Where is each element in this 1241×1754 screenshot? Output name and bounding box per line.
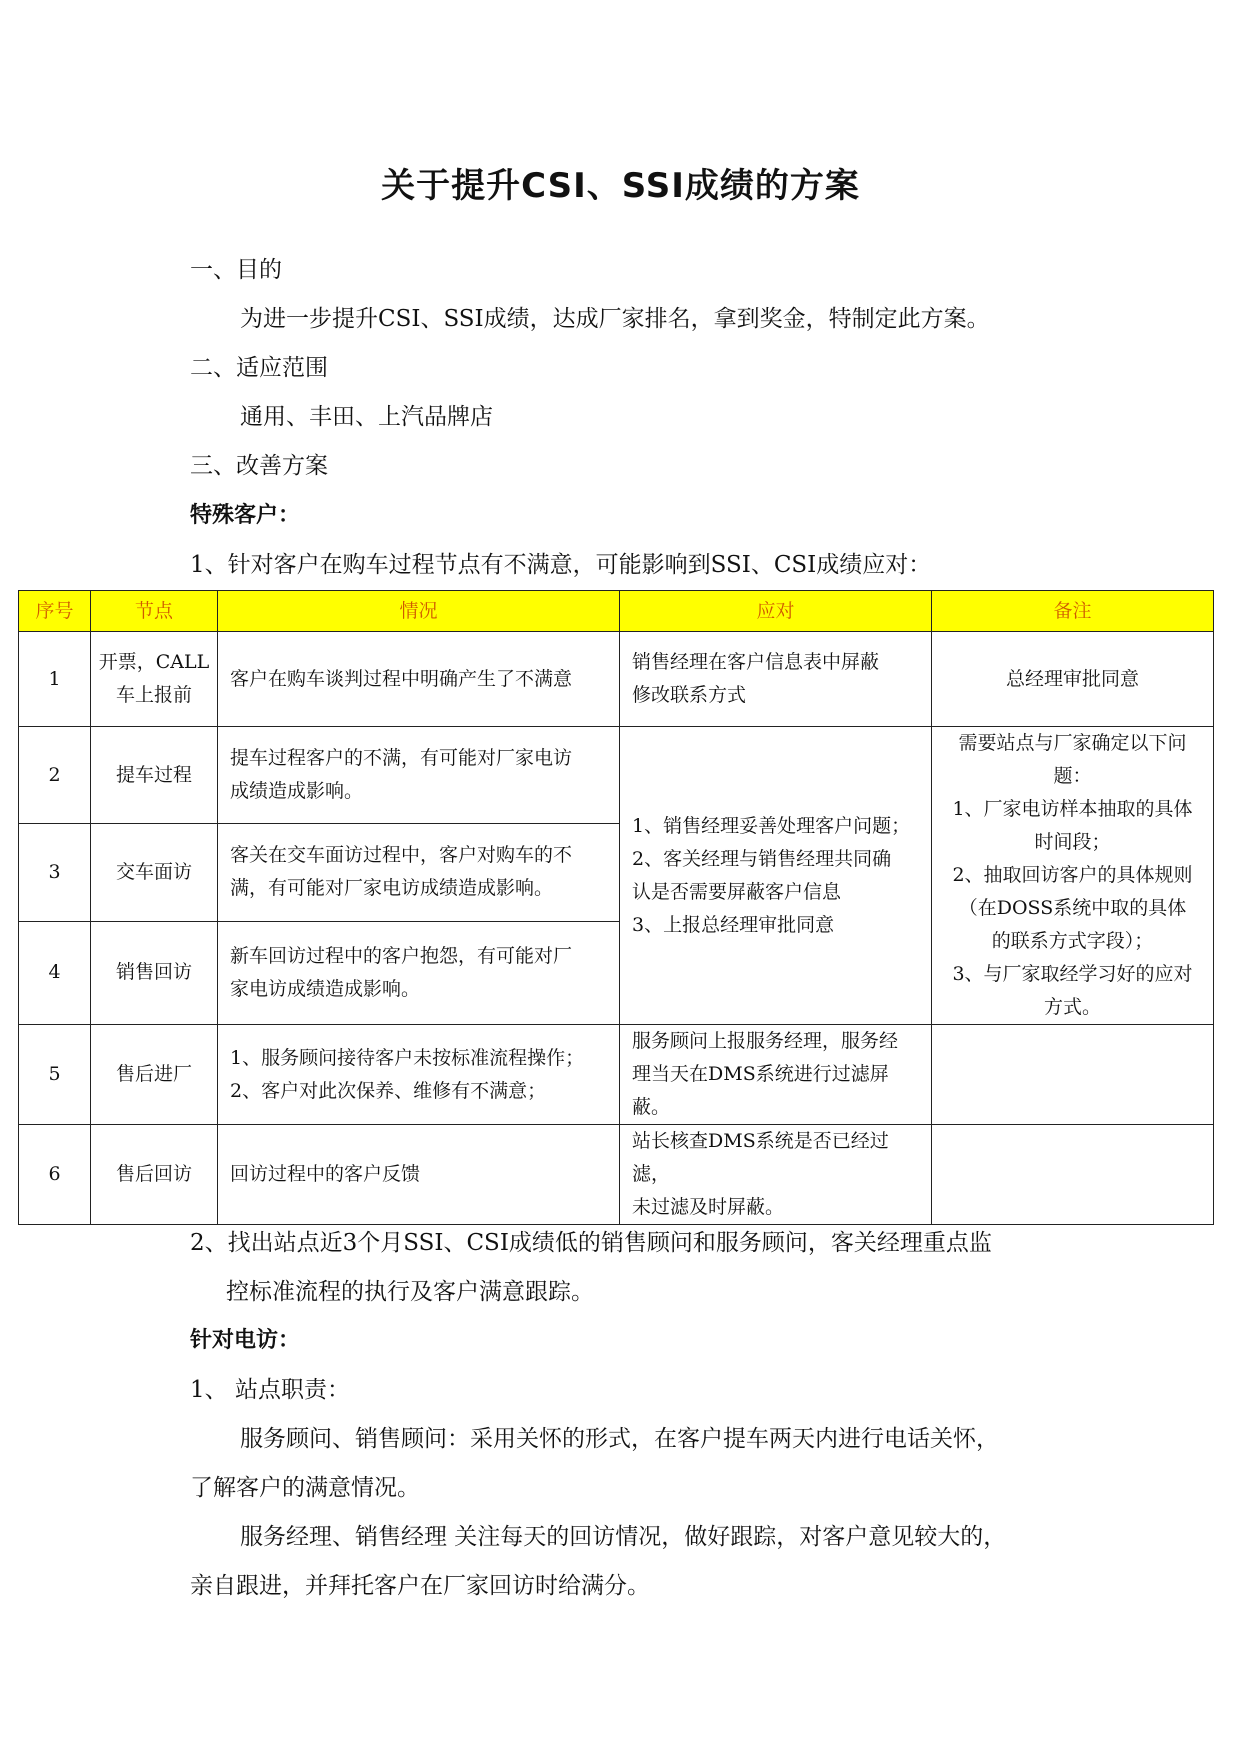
table-row — [19, 1025, 1214, 1125]
table-header-row — [19, 591, 1214, 632]
row-node: 销售回访 — [91, 921, 218, 1024]
row-remark — [932, 1025, 1214, 1125]
section-2-body: 通用、丰田、上汽品牌店 — [240, 404, 493, 430]
special-customers-item-2-line-2: 控标准流程的执行及客户满意跟踪。 — [226, 1279, 594, 1305]
row-remark: 总经理审批同意 — [932, 632, 1214, 727]
phone-visit-para-2-line-1: 服务经理、销售经理 关注每天的回访情况，做好跟踪，对客户意见较大的， — [240, 1524, 1007, 1550]
row-response: 站长核查DMS系统是否已经过滤， 未过滤及时屏蔽。 — [620, 1125, 932, 1225]
merged-response-cell: 1、销售经理妥善处理客户问题； 2、客关经理与销售经理共同确 认是否需要屏蔽客户信息 3、上报总经理审批同意 — [620, 727, 932, 1025]
header-node: 节点 — [91, 591, 218, 632]
row-node: 提车过程 — [91, 727, 218, 824]
row-node: 交车面访 — [91, 824, 218, 921]
special-customers-item-1: 1、针对客户在购车过程节点有不满意，可能影响到SSI、CSI成绩应对： — [190, 552, 932, 578]
row-response: 服务顾问上报服务经理，服务经 理当天在DMS系统进行过滤屏蔽。 — [620, 1025, 932, 1125]
phone-visit-heading: 针对电访： — [190, 1328, 301, 1353]
row-no: 5 — [19, 1025, 91, 1125]
phone-visit-item-1: 1、 站点职责： — [190, 1377, 350, 1403]
phone-visit-para-1-line-2: 了解客户的满意情况。 — [190, 1475, 420, 1501]
phone-visit-para-1-line-1: 服务顾问、销售顾问：采用关怀的形式，在客户提车两天内进行电话关怀， — [240, 1426, 999, 1452]
row-situation: 1、服务顾问接待客户未按标准流程操作； 2、客户对此次保养、维修有不满意； — [218, 1025, 620, 1125]
table-row — [19, 727, 1214, 824]
section-1-heading: 一、目的 — [190, 257, 282, 283]
row-node: 售后回访 — [91, 1125, 218, 1225]
header-response: 应对 — [620, 591, 932, 632]
row-situation: 回访过程中的客户反馈 — [218, 1125, 620, 1225]
row-situation: 客关在交车面访过程中，客户对购车的不 满，有可能对厂家电访成绩造成影响。 — [218, 824, 620, 921]
special-customers-item-2-line-1: 2、找出站点近3个月SSI、CSI成绩低的销售顾问和服务顾问，客关经理重点监 — [190, 1230, 992, 1256]
section-2-heading: 二、适应范围 — [190, 355, 328, 381]
table-row — [19, 1125, 1214, 1225]
row-node: 售后进厂 — [91, 1025, 218, 1125]
row-node: 开票，CALL 车上报前 — [91, 632, 218, 727]
row-no: 1 — [19, 632, 91, 727]
special-customers-heading: 特殊客户： — [190, 503, 301, 528]
table-row — [19, 632, 1214, 727]
row-situation: 客户在购车谈判过程中明确产生了不满意 — [218, 632, 620, 727]
document-title: 关于提升CSI、SSI成绩的方案 — [381, 166, 860, 206]
section-3-heading: 三、改善方案 — [190, 453, 328, 479]
response-table — [18, 590, 1214, 1225]
row-no: 6 — [19, 1125, 91, 1225]
row-remark — [932, 1125, 1214, 1225]
row-no: 2 — [19, 727, 91, 824]
row-no: 3 — [19, 824, 91, 921]
header-no: 序号 — [19, 591, 91, 632]
header-remark: 备注 — [932, 591, 1214, 632]
row-no: 4 — [19, 921, 91, 1024]
phone-visit-para-2-line-2: 亲自跟进，并拜托客户在厂家回访时给满分。 — [190, 1573, 650, 1599]
row-situation: 提车过程客户的不满，有可能对厂家电访 成绩造成影响。 — [218, 727, 620, 824]
row-response: 销售经理在客户信息表中屏蔽 修改联系方式 — [620, 632, 932, 727]
merged-remark-cell: 需要站点与厂家确定以下问 题： 1、厂家电访样本抽取的具体 时间段； 2、抽取回访客户的具体规则 （在DOSS系统中取的具体 的联系方式字段）； 3、与厂家取经学习好的应对 方式。 — [932, 727, 1214, 1025]
row-situation: 新车回访过程中的客户抱怨，有可能对厂 家电访成绩造成影响。 — [218, 921, 620, 1024]
section-1-body: 为进一步提升CSI、SSI成绩，达成厂家排名，拿到奖金，特制定此方案。 — [240, 306, 990, 332]
header-situation: 情况 — [218, 591, 620, 632]
